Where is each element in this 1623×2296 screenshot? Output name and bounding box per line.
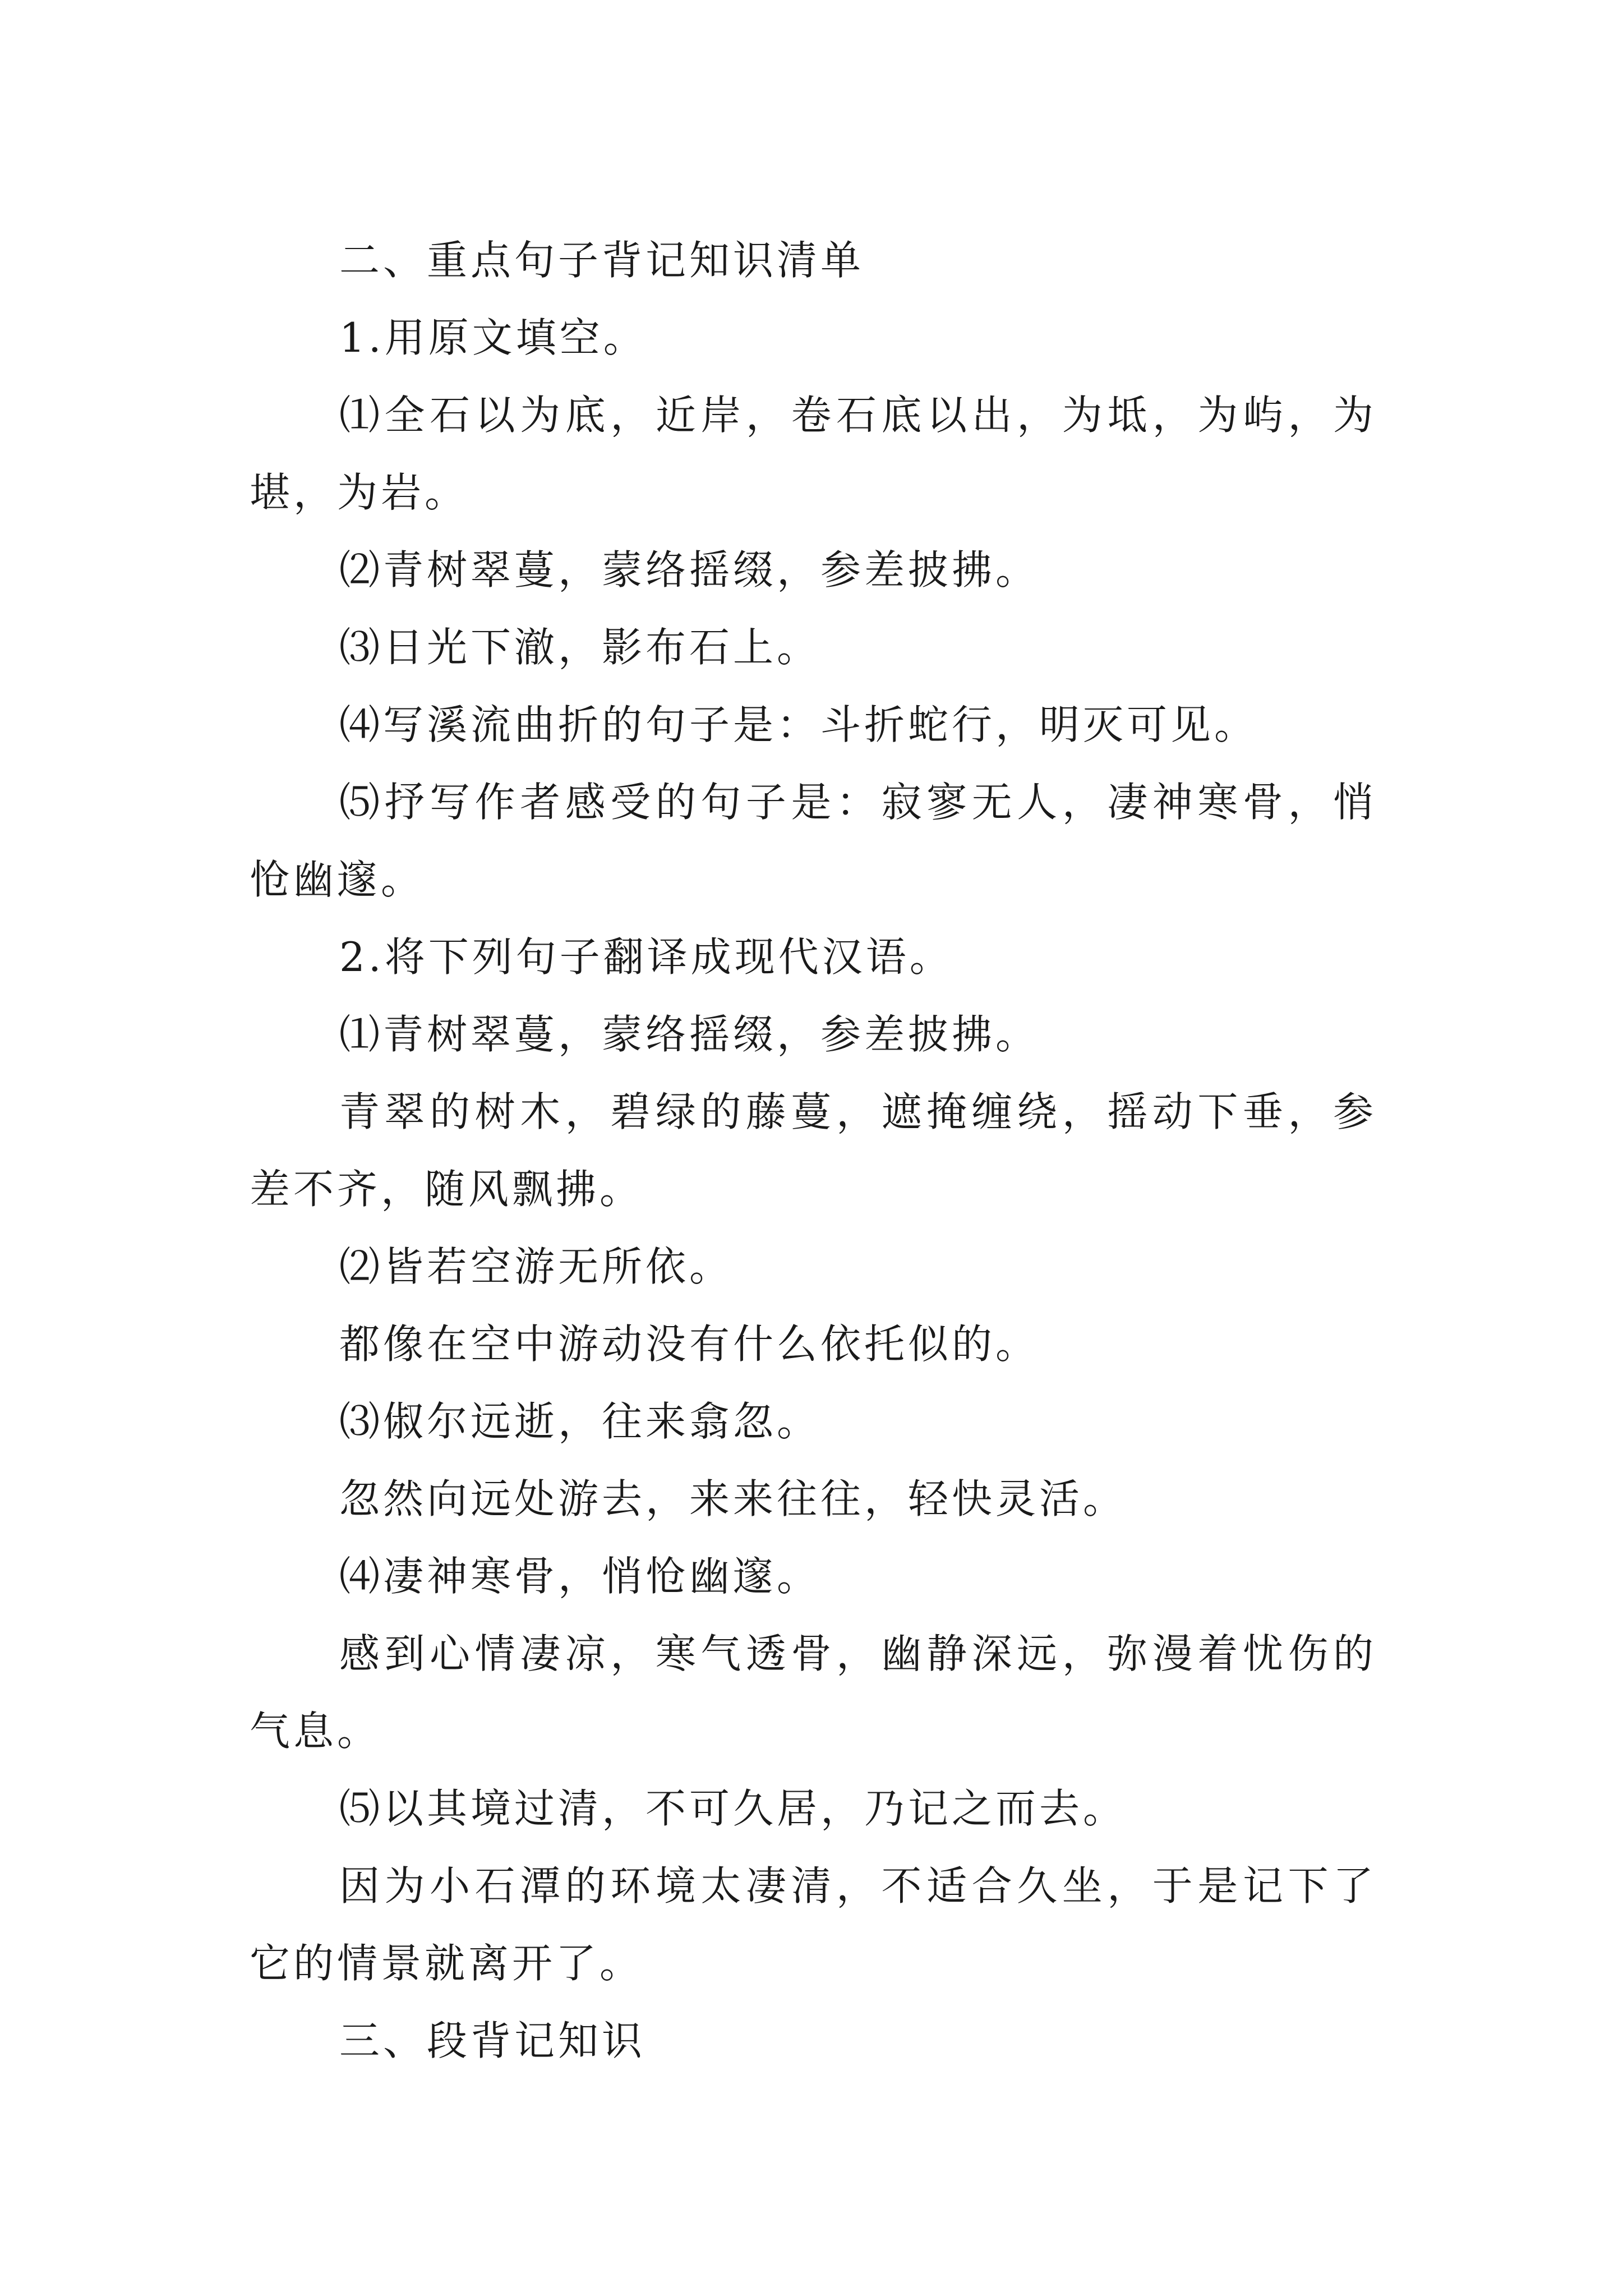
translate-item-1-answer: 青翠的树木，碧绿的藤蔓，遮掩缠绕，摇动下垂，参差不齐，随风飘拂。: [250, 1088, 1377, 1213]
translate-item-2-answer: 都像在空中游动没有什么依托似的。: [339, 1320, 1040, 1368]
document-body: [250, 222, 1377, 2079]
question-translate: 2.将下列句子翻译成现代汉语。: [339, 933, 953, 981]
fill-item-1: ⑴全石以为底，近岸，卷石底以出，为坻，为屿，为堪，为岩。: [250, 392, 1377, 516]
fill-item-2: ⑵青树翠蔓，蒙络摇缀，参差披拂。: [339, 546, 1040, 593]
translate-item-4-source: ⑷凄神寒骨，悄怆幽邃。: [339, 1553, 821, 1600]
translate-item-5-source: ⑸以其境过清，不可久居，乃记之而去。: [339, 1785, 1127, 1832]
question-fill-in-blanks: 1.用原文填空。: [339, 314, 647, 361]
translate-item-5-answer: 因为小石潭的环境太凄清，不适合久坐，于是记下了它的情景就离开了。: [250, 1862, 1377, 1987]
translate-item-3-source: ⑶俶尔远逝，往来翕忽。: [339, 1398, 821, 1445]
section-heading-key-sentences: 二、重点句子背记知识清单: [339, 237, 865, 284]
translate-item-1-source: ⑴青树翠蔓，蒙络摇缀，参差披拂。: [339, 1011, 1040, 1058]
fill-item-5: ⑸抒写作者感受的句子是：寂寥无人，凄神寒骨，悄怆幽邃。: [250, 779, 1377, 903]
translate-item-2-source: ⑵皆若空游无所依。: [339, 1243, 734, 1290]
translate-item-4-answer: 感到心情凄凉，寒气透骨，幽静深远，弥漫着忧伤的气息。: [250, 1630, 1377, 1755]
fill-item-3: ⑶日光下澈，影布石上。: [339, 624, 821, 671]
section-heading-paragraph-memorization: 三、段背记知识: [339, 2017, 646, 2064]
fill-item-4: ⑷写溪流曲折的句子是：斗折蛇行，明灭可见。: [339, 701, 1258, 748]
translate-item-3-answer: 忽然向远处游去，来来往往，轻快灵活。: [339, 1475, 1127, 1522]
